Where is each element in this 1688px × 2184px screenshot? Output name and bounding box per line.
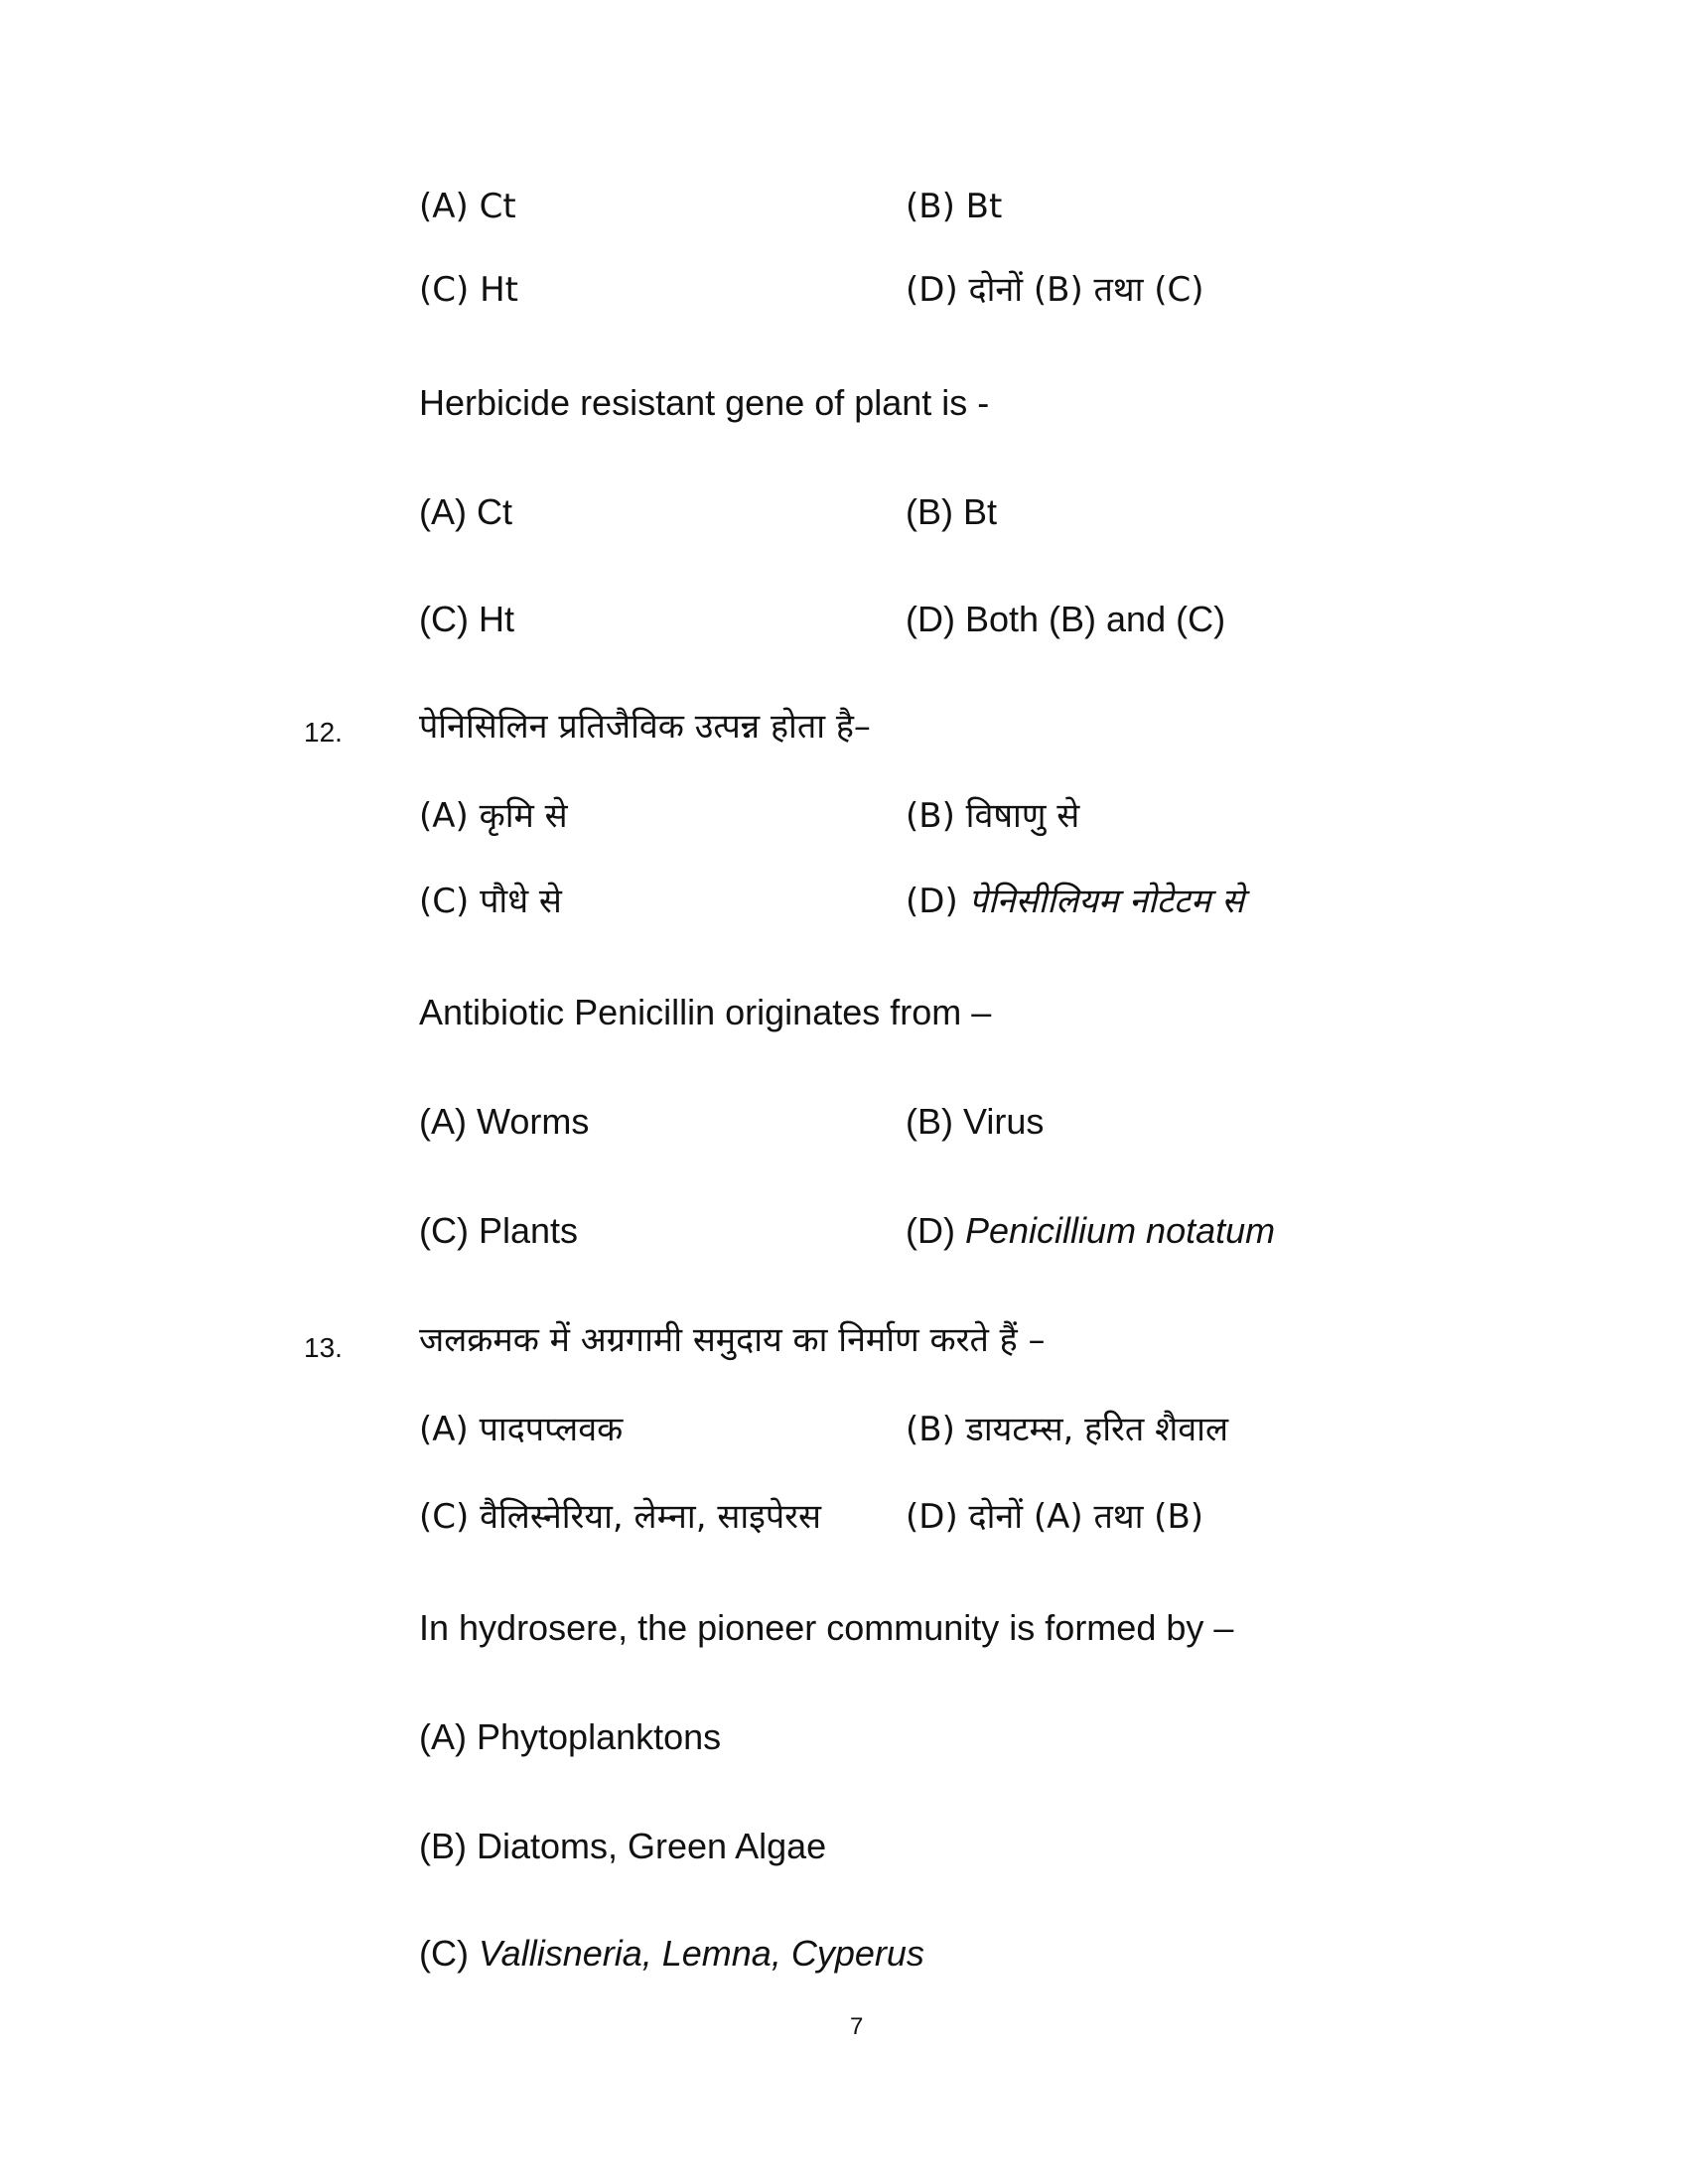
q13-hi-option-a: (A) पादपप्लवक bbox=[419, 1410, 624, 1449]
q13-hi-option-d: (D) दोनों (A) तथा (B) bbox=[906, 1497, 1204, 1537]
q12-hi-option-d-text: पेनिसीलियम नोटेटम से bbox=[968, 882, 1245, 921]
q13-en-option-b: (B) Diatoms, Green Algae bbox=[419, 1826, 827, 1866]
q12-en-question: Antibiotic Penicillin originates from – bbox=[419, 992, 992, 1032]
q11-hi-option-d: (D) दोनों (B) तथा (C) bbox=[906, 270, 1204, 310]
q11-en-option-a: (A) Ct bbox=[419, 491, 512, 532]
q12-hi-option-d bbox=[906, 880, 1244, 923]
q12-number: 12. bbox=[304, 717, 343, 748]
q11-en-option-b: (B) Bt bbox=[906, 491, 998, 532]
q13-en-option-a: (A) Phytoplanktons bbox=[419, 1716, 722, 1757]
q13-hi-option-c: (C) वैलिस्नेरिया, लेम्ना, साइपेरस bbox=[419, 1497, 822, 1537]
q12-en-option-d-label: (D) bbox=[906, 1210, 955, 1251]
q13-en-question: In hydrosere, the pioneer community is formed by – bbox=[419, 1607, 1234, 1648]
q12-en-option-d-text: Penicillium notatum bbox=[965, 1210, 1276, 1251]
q12-en-option-d bbox=[906, 1209, 1275, 1253]
q12-hi-option-b: (B) विषाणु से bbox=[906, 796, 1080, 836]
q13-en-option-c bbox=[419, 1932, 924, 1976]
q12-hi-option-c: (C) पौधे से bbox=[419, 882, 562, 921]
page-number: 7 bbox=[850, 2013, 864, 2040]
q12-hi-option-d-label: (D) bbox=[906, 882, 958, 921]
q13-en-option-c-text: Vallisneria, Lemna, Cyperus bbox=[479, 1933, 924, 1974]
q11-hi-option-a: (A) Ct bbox=[419, 187, 516, 226]
q12-en-option-c: (C) Plants bbox=[419, 1210, 579, 1251]
q12-hi-option-a: (A) कृमि से bbox=[419, 796, 568, 836]
q11-hi-option-b: (B) Bt bbox=[906, 187, 1003, 226]
q11-en-option-c: (C) Ht bbox=[419, 599, 514, 639]
q11-en-question: Herbicide resistant gene of plant is - bbox=[419, 382, 990, 423]
q13-hi-question: जलक्रमक में अग्रगामी समुदाय का निर्माण करते हैं – bbox=[419, 1320, 1046, 1360]
q13-hi-option-b: (B) डायटम्स, हरित शैवाल bbox=[906, 1410, 1228, 1449]
q12-hi-question: पेनिसिलिन प्रतिजैविक उत्पन्न होता है– bbox=[419, 707, 871, 747]
q11-en-option-d: (D) Both (B) and (C) bbox=[906, 599, 1226, 639]
q12-en-option-b: (B) Virus bbox=[906, 1101, 1045, 1142]
q13-en-option-c-label: (C) bbox=[419, 1933, 469, 1974]
q11-hi-option-c: (C) Ht bbox=[419, 270, 518, 310]
q12-en-option-a: (A) Worms bbox=[419, 1101, 590, 1142]
q13-number: 13. bbox=[304, 1332, 343, 1363]
